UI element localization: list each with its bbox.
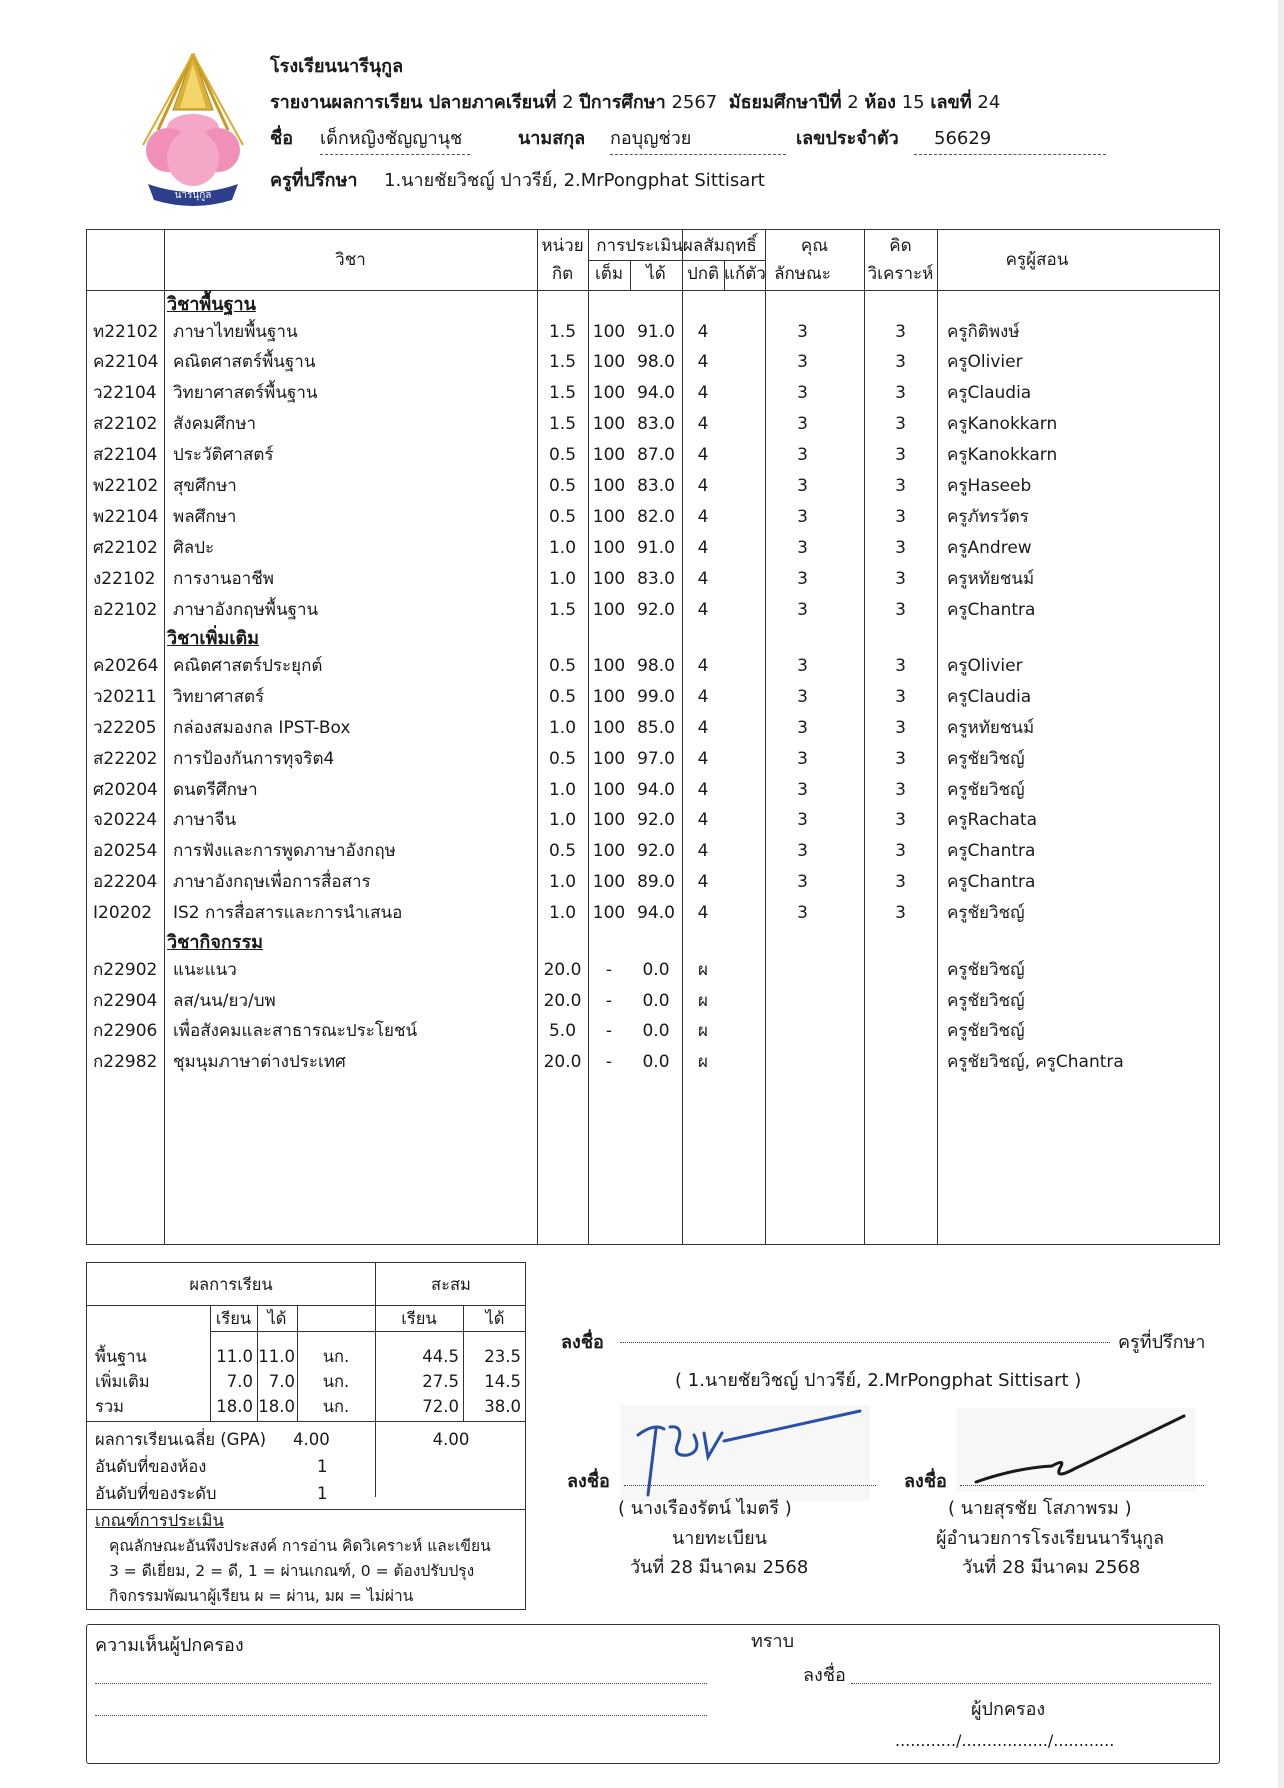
cell-grade: ผ (698, 1021, 708, 1042)
section-title: วิชากิจกรรม (167, 932, 263, 954)
guardian-comment-label: ความเห็นผู้ปกครอง (95, 1635, 244, 1656)
cell-grade: 4 (697, 414, 709, 435)
cell-name: ภาษาอังกฤษพื้นฐาน (173, 599, 319, 620)
header-thinking-2: วิเคราะห์ (867, 264, 934, 284)
cell-full: - (605, 1052, 613, 1073)
cumulative-label: สะสม (431, 1275, 471, 1294)
cell-teacher: ครูกิติพงษ์ (947, 321, 1020, 342)
cell-code: อ20254 (93, 841, 158, 862)
cum-gpa-value: 4.00 (432, 1430, 470, 1449)
cell-char: 3 (797, 352, 808, 373)
cell-name: ภาษาไทยพื้นฐาน (173, 321, 298, 342)
header-credit: หน่วย (541, 236, 584, 256)
cell-grade: 4 (697, 779, 709, 800)
cell-char: 3 (797, 321, 808, 342)
cell-name: การฟังและการพูดภาษาอังกฤษ (173, 841, 396, 862)
summary-study: 11.0 (216, 1347, 253, 1366)
cell-teacher: ครูOlivier (947, 352, 1023, 373)
cell-credit: 0.5 (548, 445, 577, 466)
cell-full: - (605, 1021, 613, 1042)
cell-score: 99.0 (637, 686, 675, 707)
student-id-label: เลขประจำตัว (796, 128, 899, 149)
cell-teacher: ครูชัยวิชญ์ (947, 959, 1025, 980)
cell-teacher: ครูChantra (947, 841, 1036, 862)
cell-name: แนะแนว (173, 959, 237, 980)
summary-got: 7.0 (268, 1372, 295, 1391)
cell-credit: 0.5 (548, 686, 577, 707)
cell-full: 100 (592, 841, 626, 862)
cell-name: วิทยาศาสตร์ (173, 686, 265, 707)
cell-code: ส22202 (93, 748, 158, 769)
header-score: ได้ (646, 264, 666, 284)
cell-score: 87.0 (637, 445, 675, 466)
header-subject: วิชา (335, 250, 366, 270)
cell-code: พ22104 (93, 506, 159, 527)
cell-full: 100 (592, 599, 626, 620)
cell-code: ส22102 (93, 414, 158, 435)
cell-credit: 5.0 (548, 1021, 577, 1042)
header-thinking: คิด (889, 236, 912, 256)
header-teacher: ครูผู้สอน (1005, 250, 1069, 270)
cell-char: 3 (797, 476, 808, 497)
advisor-sign-label: ลงชื่อ (561, 1332, 604, 1353)
cell-score: 83.0 (637, 476, 675, 497)
cell-char: 3 (797, 903, 808, 924)
director-name: ( นายสุรชัย โสภาพรม ) (948, 1498, 1132, 1519)
cell-score: 0.0 (642, 1052, 670, 1073)
cell-name: IS2 การสื่อสารและการนำเสนอ (173, 903, 403, 924)
cell-grade: 4 (697, 599, 709, 620)
cell-teacher: ครูภัทรวัตร (947, 506, 1029, 527)
cell-full: 100 (592, 779, 626, 800)
cell-name: สังคมศึกษา (173, 414, 257, 435)
cell-char: 3 (797, 717, 808, 738)
cell-think: 3 (895, 686, 906, 707)
cell-char: 3 (797, 537, 808, 558)
student-id: 56629 (914, 130, 1106, 155)
cell-teacher: ครูRachata (947, 810, 1037, 831)
cell-teacher: ครูHaseeb (947, 476, 1032, 497)
cell-think: 3 (895, 748, 906, 769)
cell-grade: ผ (698, 990, 708, 1011)
summary-study: 18.0 (216, 1397, 253, 1416)
cell-code: ว22104 (93, 383, 157, 404)
cell-credit: 20.0 (543, 959, 582, 980)
student-name: เด็กหญิงชัญญานุช (320, 130, 470, 155)
summary-cum_study: 72.0 (422, 1397, 459, 1416)
cell-credit: 1.0 (548, 810, 577, 831)
cell-code: I20202 (93, 903, 153, 924)
student-surname-label: นามสกุล (518, 128, 586, 149)
cell-char: 3 (797, 779, 808, 800)
cell-credit: 1.0 (548, 717, 577, 738)
cell-think: 3 (895, 321, 906, 342)
summary-cum_got: 38.0 (484, 1397, 521, 1416)
cell-think: 3 (895, 476, 906, 497)
study-label: เรียน (215, 1309, 252, 1328)
cell-name: ประวัติศาสตร์ (173, 445, 274, 466)
summary-label: เพิ่มเติม (95, 1372, 150, 1391)
cell-char: 3 (797, 568, 808, 589)
advisor-sign-names: ( 1.นายชัยวิชญ์ ปาวรีย์, 2.MrPongphat Sittisart ) (675, 1370, 1082, 1391)
cell-code: อ22102 (93, 599, 158, 620)
criteria-label: เกณฑ์การประเมิน (95, 1511, 224, 1530)
director-sign-line (960, 1485, 1204, 1486)
summary-cum_got: 14.5 (484, 1372, 521, 1391)
cell-credit: 20.0 (543, 990, 582, 1011)
registrar-signature (620, 1405, 870, 1501)
cell-teacher: ครูชัยวิชญ์ (947, 903, 1025, 924)
summary-unit: นก. (322, 1372, 350, 1391)
cell-teacher: ครูชัยวิชญ์ (947, 1021, 1025, 1042)
cell-name: คณิตศาสตร์พื้นฐาน (173, 352, 316, 373)
cell-score: 85.0 (637, 717, 675, 738)
cell-name: การงานอาชีพ (173, 568, 274, 589)
cell-teacher: ครูชัยวิชญ์ (947, 990, 1025, 1011)
student-surname: กอบุญช่วย (610, 130, 786, 155)
cell-full: 100 (592, 445, 626, 466)
grades-table (86, 229, 1220, 1245)
cell-full: 100 (592, 872, 626, 893)
cell-credit: 1.0 (548, 903, 577, 924)
cell-name: คณิตศาสตร์ประยุกต์ (173, 656, 323, 677)
director-signature (956, 1408, 1196, 1492)
results-label: ผลการเรียน (189, 1275, 273, 1294)
cell-teacher: ครูClaudia (947, 383, 1032, 404)
criteria-line-1: คุณลักษณะอันพึงประสงค์ การอ่าน คิดวิเคราะห์ และเขียน (109, 1537, 491, 1555)
registrar-date: วันที่ 28 มีนาคม 2568 (630, 1557, 809, 1578)
school-name: โรงเรียนนารีนุกูล (270, 56, 404, 77)
cell-think: 3 (895, 352, 906, 373)
cell-grade: 4 (697, 748, 709, 769)
summary-label: รวม (95, 1397, 125, 1416)
comment-line-1 (95, 1683, 707, 1684)
advisor-label: ครูที่ปรึกษา (270, 170, 358, 191)
cell-score: 97.0 (637, 748, 675, 769)
summary-label: พื้นฐาน (95, 1347, 147, 1366)
cell-credit: 0.5 (548, 506, 577, 527)
cell-code: ว22205 (93, 717, 157, 738)
cell-grade: 4 (697, 321, 709, 342)
advisor-sign-title: ครูที่ปรึกษา (1118, 1332, 1206, 1353)
cell-score: 0.0 (642, 990, 670, 1011)
cell-credit: 20.0 (543, 1052, 582, 1073)
cell-score: 89.0 (637, 872, 675, 893)
cell-think: 3 (895, 656, 906, 677)
cell-name: วิทยาศาสตร์พื้นฐาน (173, 383, 318, 404)
cell-code: ก22906 (93, 1021, 158, 1042)
cell-full: 100 (592, 414, 626, 435)
class-rank-label: อันดับที่ของห้อง (95, 1457, 207, 1476)
cell-credit: 0.5 (548, 476, 577, 497)
registrar-sign-label: ลงชื่อ (567, 1471, 610, 1492)
cell-score: 92.0 (637, 810, 675, 831)
cell-full: 100 (592, 476, 626, 497)
cell-score: 92.0 (637, 841, 675, 862)
summary-study: 7.0 (226, 1372, 253, 1391)
summary-got: 18.0 (258, 1397, 295, 1416)
cell-grade: 4 (697, 352, 709, 373)
cell-grade: 4 (697, 810, 709, 831)
cell-grade: 4 (697, 686, 709, 707)
cell-grade: 4 (697, 656, 709, 677)
cell-char: 3 (797, 414, 808, 435)
cell-score: 91.0 (637, 537, 675, 558)
cell-think: 3 (895, 810, 906, 831)
cell-grade: 4 (697, 717, 709, 738)
summary-cum_study: 44.5 (422, 1347, 459, 1366)
cell-teacher: ครูKanokkarn (947, 445, 1058, 466)
summary-cum_study: 27.5 (422, 1372, 459, 1391)
guardian-sign-line (851, 1683, 1211, 1684)
cell-name: ศิลปะ (173, 537, 215, 558)
cell-full: 100 (592, 717, 626, 738)
cell-credit: 1.5 (548, 352, 577, 373)
comment-line-2 (95, 1715, 707, 1716)
cell-think: 3 (895, 717, 906, 738)
report-title: รายงานผลการเรียน ปลายภาคเรียนที่ 2 ปีการศึกษา 2567 มัธยมศึกษาปีที่ 2 ห้อง 15 เลขที่ 24 (270, 92, 1001, 113)
guardian-box (86, 1624, 1220, 1764)
cell-code: ว20211 (93, 686, 157, 707)
director-title: ผู้อำนวยการโรงเรียนนารีนุกูล (936, 1528, 1165, 1549)
gpa-value: 4.00 (293, 1430, 330, 1449)
cell-teacher: ครูClaudia (947, 686, 1032, 707)
cell-teacher: ครูหทัยชนม์ (947, 568, 1035, 589)
cell-full: 100 (592, 568, 626, 589)
cell-score: 94.0 (637, 383, 675, 404)
header-normal: ปกติ (686, 264, 720, 284)
cell-credit: 1.5 (548, 599, 577, 620)
cell-full: 100 (592, 686, 626, 707)
cell-grade: 4 (697, 568, 709, 589)
criteria-line-2: 3 = ดีเยี่ยม, 2 = ดี, 1 = ผ่านเกณฑ์, 0 = ต้องปรับปรุง (109, 1562, 475, 1580)
svg-text:นารีนุกูล: นารีนุกูล (174, 190, 212, 201)
guardian-date-line: ............/................./............ (895, 1731, 1115, 1750)
cell-grade: 4 (697, 383, 709, 404)
cell-teacher: ครูOlivier (947, 656, 1023, 677)
cell-grade: 4 (697, 537, 709, 558)
header-character-2: ลักษณะ (774, 264, 831, 284)
header-assessment: การประเมินผลสัมฤทธิ์ (596, 236, 757, 256)
cell-full: 100 (592, 383, 626, 404)
cell-code: พ22102 (93, 476, 159, 497)
cell-think: 3 (895, 506, 906, 527)
cell-teacher: ครูChantra (947, 599, 1036, 620)
cell-name: พลศึกษา (173, 506, 237, 527)
summary-box (86, 1262, 526, 1610)
cell-char: 3 (797, 506, 808, 527)
cell-char: 3 (797, 445, 808, 466)
cell-full: 100 (592, 903, 626, 924)
section-title: วิชาพื้นฐาน (167, 294, 256, 315)
cell-credit: 0.5 (548, 841, 577, 862)
cell-code: อ22204 (93, 872, 158, 893)
cell-code: ศ22102 (93, 537, 158, 558)
cell-grade: 4 (697, 872, 709, 893)
cell-code: ก22902 (93, 959, 158, 980)
cell-full: 100 (592, 656, 626, 677)
cell-credit: 1.0 (548, 872, 577, 893)
level-rank-label: อันดับที่ของระดับ (95, 1484, 217, 1503)
cell-score: 94.0 (637, 779, 675, 800)
registrar-sign-line (624, 1485, 876, 1486)
cell-score: 0.0 (642, 959, 670, 980)
got-label: ได้ (267, 1309, 287, 1328)
cell-name: ภาษาจีน (173, 810, 237, 831)
cell-grade: 4 (697, 506, 709, 527)
cell-teacher: ครูชัยวิชญ์, ครูChantra (947, 1052, 1124, 1073)
cell-grade: 4 (697, 445, 709, 466)
cell-full: 100 (592, 537, 626, 558)
header-full: เต็ม (594, 264, 624, 284)
cell-code: ค20264 (93, 656, 159, 677)
cell-think: 3 (895, 537, 906, 558)
criteria-line-3: กิจกรรมพัฒนาผู้เรียน ผ = ผ่าน, มผ = ไม่ผ่าน (109, 1587, 414, 1605)
cell-teacher: ครูชัยวิชญ์ (947, 748, 1025, 769)
cell-char: 3 (797, 748, 808, 769)
cell-char: 3 (797, 383, 808, 404)
student-name-label: ชื่อ (270, 128, 294, 149)
cell-char: 3 (797, 686, 808, 707)
section-title: วิชาเพิ่มเติม (167, 628, 260, 650)
cell-think: 3 (895, 779, 906, 800)
cell-teacher: ครูหทัยชนม์ (947, 717, 1035, 738)
cell-think: 3 (895, 872, 906, 893)
header-character: คุณ (800, 236, 829, 256)
cell-char: 3 (797, 841, 808, 862)
cell-code: ส22104 (93, 445, 158, 466)
cell-name: ดนตรีศึกษา (173, 779, 258, 800)
cell-teacher: ครูChantra (947, 872, 1036, 893)
cell-code: ก22904 (93, 990, 158, 1011)
cell-credit: 1.5 (548, 321, 577, 342)
cell-code: จ20224 (93, 810, 158, 831)
cell-think: 3 (895, 445, 906, 466)
cell-credit: 1.5 (548, 383, 577, 404)
cell-teacher: ครูKanokkarn (947, 414, 1058, 435)
cell-think: 3 (895, 599, 906, 620)
cell-grade: ผ (698, 959, 708, 980)
cell-teacher: ครูAndrew (947, 537, 1032, 558)
class-rank-value: 1 (317, 1457, 328, 1476)
cell-score: 0.0 (642, 1021, 670, 1042)
guardian-sign-label: ลงชื่อ (803, 1665, 846, 1686)
cell-score: 98.0 (637, 352, 675, 373)
cell-full: - (605, 959, 613, 980)
director-date: วันที่ 28 มีนาคม 2568 (962, 1557, 1141, 1578)
advisor-sign-line (620, 1342, 1110, 1343)
registrar-name: ( นางเรืองรัตน์ ไมตรี ) (618, 1498, 792, 1519)
cell-full: 100 (592, 748, 626, 769)
cell-grade: 4 (697, 903, 709, 924)
cell-full: - (605, 990, 613, 1011)
cell-grade: 4 (697, 476, 709, 497)
cell-score: 94.0 (637, 903, 675, 924)
cell-credit: 1.0 (548, 779, 577, 800)
cell-char: 3 (797, 656, 808, 677)
cell-code: ศ20204 (93, 779, 158, 800)
school-logo (128, 50, 258, 208)
cell-score: 82.0 (637, 506, 675, 527)
cell-teacher: ครูชัยวิชญ์ (947, 779, 1025, 800)
cell-full: 100 (592, 352, 626, 373)
cell-credit: 1.0 (548, 537, 577, 558)
cell-full: 100 (592, 321, 626, 342)
director-sign-label: ลงชื่อ (904, 1471, 947, 1492)
cell-think: 3 (895, 568, 906, 589)
cum-got-label: ได้ (485, 1309, 505, 1328)
summary-got: 11.0 (258, 1347, 295, 1366)
level-rank-value: 1 (317, 1484, 328, 1503)
cell-think: 3 (895, 414, 906, 435)
cell-credit: 1.5 (548, 414, 577, 435)
cell-char: 3 (797, 810, 808, 831)
cell-think: 3 (895, 903, 906, 924)
cell-score: 83.0 (637, 414, 675, 435)
cell-full: 100 (592, 506, 626, 527)
cell-code: ค22104 (93, 352, 159, 373)
cell-score: 83.0 (637, 568, 675, 589)
cell-score: 91.0 (637, 321, 675, 342)
cell-name: ชุมนุมภาษาต่างประเทศ (173, 1052, 346, 1073)
cell-name: เพื่อสังคมและสาธารณะประโยชน์ (173, 1021, 418, 1042)
guardian-title: ผู้ปกครอง (971, 1699, 1046, 1720)
cell-name: ลส/นน/ยว/บพ (173, 990, 276, 1011)
cell-char: 3 (797, 599, 808, 620)
page-edge (1278, 0, 1284, 1788)
cell-full: 100 (592, 810, 626, 831)
cell-score: 98.0 (637, 656, 675, 677)
cell-name: ภาษาอังกฤษเพื่อการสื่อสาร (173, 872, 371, 893)
cell-name: กล่องสมองกล IPST-Box (173, 717, 351, 738)
cell-name: การป้องกันการทุจริต4 (173, 748, 335, 769)
advisor-names: 1.นายชัยวิชญ์ ปาวรีย์, 2.MrPongphat Sittisart (384, 170, 765, 191)
cell-credit: 0.5 (548, 656, 577, 677)
cell-code: ก22982 (93, 1052, 158, 1073)
cell-think: 3 (895, 841, 906, 862)
summary-unit: นก. (322, 1397, 350, 1416)
cell-grade: ผ (698, 1052, 708, 1073)
header-fix: แก้ตัว (724, 264, 766, 284)
cell-think: 3 (895, 383, 906, 404)
cell-score: 92.0 (637, 599, 675, 620)
header-credit-2: กิต (551, 264, 574, 284)
acknowledge-label: ทราบ (751, 1631, 795, 1652)
cum-study-label: เรียน (401, 1309, 437, 1328)
cell-grade: 4 (697, 841, 709, 862)
cell-code: ท22102 (93, 321, 159, 342)
cell-code: ง22102 (93, 568, 156, 589)
gpa-label: ผลการเรียนเฉลี่ย (GPA) (95, 1430, 267, 1449)
cell-credit: 0.5 (548, 748, 577, 769)
cell-credit: 1.0 (548, 568, 577, 589)
cell-char: 3 (797, 872, 808, 893)
cell-name: สุขศึกษา (173, 476, 237, 497)
summary-cum_got: 23.5 (484, 1347, 521, 1366)
registrar-title: นายทะเบียน (672, 1528, 767, 1549)
summary-unit: นก. (322, 1347, 350, 1366)
